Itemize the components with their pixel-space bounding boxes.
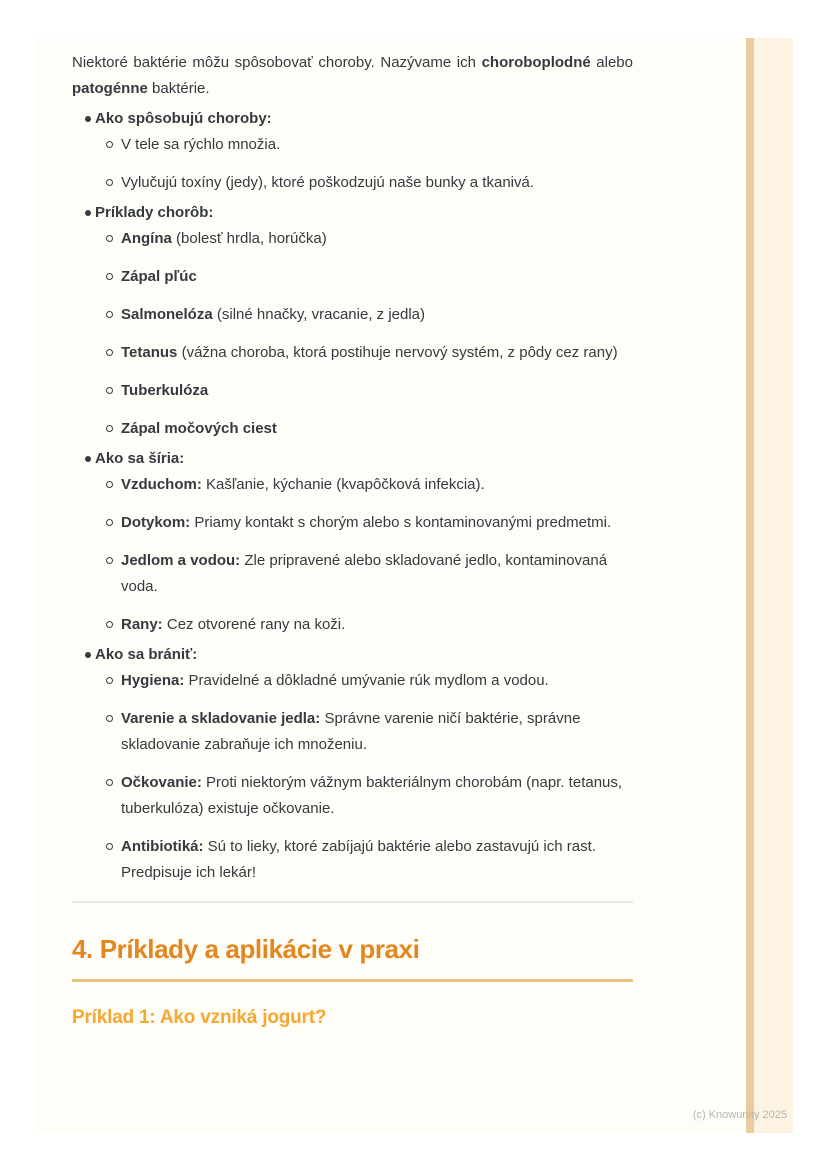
- section-heading: 4. Príklady a aplikácie v praxi: [72, 934, 420, 964]
- list-item: [121, 132, 633, 158]
- item-text: Správne varenie ničí baktérie, správne skladovanie zabraňuje ich množeniu.: [121, 710, 581, 753]
- circle-bullet-icon: [106, 843, 113, 850]
- circle-bullet-icon: [106, 519, 113, 526]
- page-accent-strip: [746, 38, 754, 1133]
- item-text: Vylučujú toxíny (jedy), ktoré poškodzujú naše bunky a tkanivá.: [121, 174, 534, 191]
- bullet-list: [72, 106, 633, 886]
- item-term: Zápal pľúc: [121, 268, 197, 285]
- page-margin-band: [754, 38, 793, 1133]
- copyright-watermark: (c) Knowunity 2025: [692, 1109, 787, 1121]
- circle-bullet-icon: [106, 557, 113, 564]
- circle-bullet-icon: [106, 677, 113, 684]
- list-item: [121, 770, 633, 822]
- item-term: Dotykom:: [121, 514, 191, 531]
- circle-bullet-icon: [106, 349, 113, 356]
- section-title-label: Príklady chorôb:: [95, 204, 214, 221]
- section-title-label: Ako sa šíria:: [95, 450, 185, 467]
- item-term: Antibiotiká:: [121, 838, 204, 855]
- document-page: [36, 38, 793, 1133]
- page-content: [72, 38, 633, 1030]
- section-title-label: Ako sa brániť:: [95, 646, 198, 663]
- list-item: [121, 302, 633, 328]
- circle-bullet-icon: [106, 235, 113, 242]
- intro-bold-term: patogénne: [72, 80, 148, 97]
- sub-list: [72, 472, 633, 638]
- list-section-how-they-cause: [72, 106, 633, 196]
- intro-text: Niektoré baktérie môžu spôsobovať choroby. Nazývame ich: [72, 54, 482, 71]
- list-item: [121, 706, 633, 758]
- section-divider: [72, 901, 633, 903]
- item-text: (silné hnačky, vracanie, z jedla): [212, 306, 426, 323]
- circle-bullet-icon: [106, 621, 113, 628]
- circle-bullet-icon: [106, 311, 113, 318]
- list-item: [121, 226, 633, 252]
- subsection-heading: Príklad 1: Ako vzniká jogurt?: [72, 1007, 327, 1028]
- list-item: [121, 340, 633, 366]
- section-title: [72, 446, 633, 472]
- list-item: [121, 264, 633, 290]
- circle-bullet-icon: [106, 715, 113, 722]
- circle-bullet-icon: [106, 273, 113, 280]
- circle-bullet-icon: [106, 141, 113, 148]
- circle-bullet-icon: [106, 179, 113, 186]
- item-text: Kašľanie, kýchanie (kvapôčková infekcia).: [201, 476, 485, 493]
- heading-underline: [72, 979, 633, 982]
- list-item: [121, 834, 633, 886]
- bullet-icon: [85, 456, 91, 462]
- section-title: [72, 200, 633, 226]
- section-title: [72, 106, 633, 132]
- intro-text: alebo: [590, 54, 633, 71]
- item-text: Proti niektorým vážnym bakteriálnym chorobám (napr. tetanus, tuberkulóza) existuje očkovanie.: [121, 774, 623, 817]
- intro-text: baktérie.: [147, 80, 210, 97]
- item-text: (bolesť hrdla, horúčka): [171, 230, 327, 247]
- list-item: [121, 472, 633, 498]
- item-text: Priamy kontakt s chorým alebo s kontaminovanými predmetmi.: [190, 514, 612, 531]
- item-term: Tetanus: [121, 344, 178, 361]
- circle-bullet-icon: [106, 425, 113, 432]
- list-item: [121, 668, 633, 694]
- section-title: [72, 642, 633, 668]
- list-item: [121, 378, 633, 404]
- sub-list: [72, 132, 633, 196]
- item-term: Jedlom a vodou:: [121, 552, 241, 569]
- list-item: [121, 416, 633, 442]
- item-text: Cez otvorené rany na koži.: [162, 616, 346, 633]
- item-text: Sú to lieky, ktoré zabíjajú baktérie alebo zastavujú ich rast. Predpisuje ich lekár!: [121, 838, 596, 881]
- bullet-icon: [85, 652, 91, 658]
- bullet-icon: [85, 210, 91, 216]
- item-term: Vzduchom:: [121, 476, 202, 493]
- list-item: [121, 510, 633, 536]
- circle-bullet-icon: [106, 481, 113, 488]
- item-term: Tuberkulóza: [121, 382, 209, 399]
- list-section-how-to-defend: [72, 642, 633, 886]
- item-term: Rany:: [121, 616, 163, 633]
- circle-bullet-icon: [106, 779, 113, 786]
- list-item: [121, 170, 633, 196]
- bullet-icon: [85, 116, 91, 122]
- section-title-label: Ako spôsobujú choroby:: [95, 110, 272, 127]
- sub-list: [72, 226, 633, 442]
- intro-paragraph: [72, 50, 633, 102]
- item-term: Hygiena:: [121, 672, 185, 689]
- item-term: Salmonelóza: [121, 306, 213, 323]
- item-term: Angína: [121, 230, 172, 247]
- item-term: Varenie a skladovanie jedla:: [121, 710, 321, 727]
- list-item: [121, 548, 633, 600]
- sub-list: [72, 668, 633, 886]
- circle-bullet-icon: [106, 387, 113, 394]
- item-term: Zápal močových ciest: [121, 420, 277, 437]
- list-section-how-they-spread: [72, 446, 633, 638]
- list-section-disease-examples: [72, 200, 633, 442]
- list-item: [121, 612, 633, 638]
- item-text: (vážna choroba, ktorá postihuje nervový systém, z pôdy cez rany): [177, 344, 618, 361]
- item-term: Očkovanie:: [121, 774, 202, 791]
- item-text: Zle pripravené alebo skladované jedlo, kontaminovaná voda.: [121, 552, 608, 595]
- item-text: V tele sa rýchlo množia.: [121, 136, 281, 153]
- intro-bold-term: choroboplodné: [481, 54, 591, 71]
- item-text: Pravidelné a dôkladné umývanie rúk mydlom a vodou.: [184, 672, 549, 689]
